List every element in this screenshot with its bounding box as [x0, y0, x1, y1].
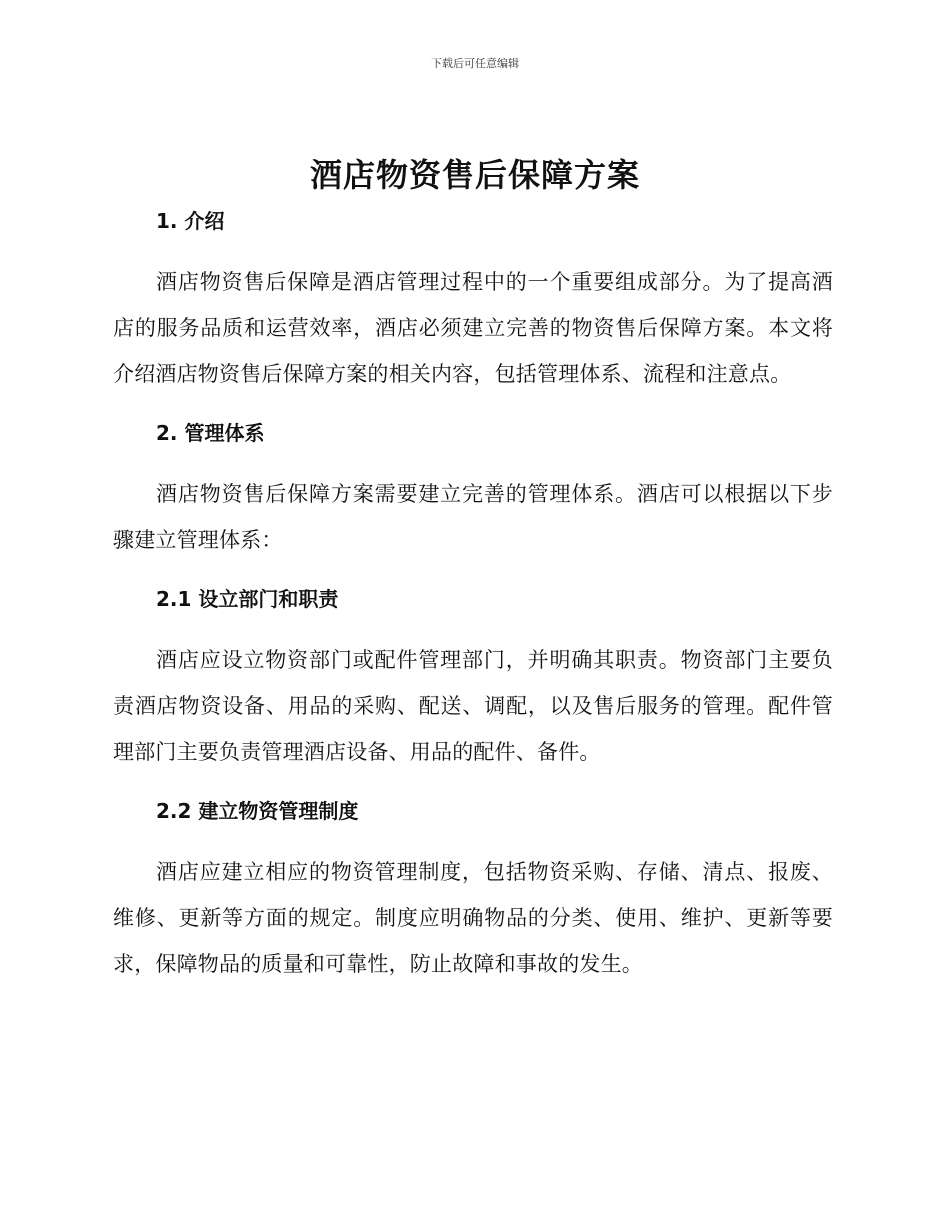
- section-heading-management-system: 2. 管理体系: [156, 421, 265, 445]
- section-paragraph-management-rules: 酒店应建立相应的物资管理制度，包括物资采购、存储、清点、报废、维修、更新等方面的规定。制度应明确物品的分类、使用、维护、更新等要求，保障物品的质量和可靠性，防止故障和事故的发生。: [113, 860, 833, 976]
- header-note: 下载后可任意编辑: [431, 57, 519, 70]
- section-paragraph-departments: 酒店应设立物资部门或配件管理部门，并明确其职责。物资部门主要负责酒店物资设备、用品的采购、配送、调配，以及售后服务的管理。配件管理部门主要负责管理酒店设备、用品的配件、备件。: [113, 648, 833, 764]
- section-paragraph-introduction: 酒店物资售后保障是酒店管理过程中的一个重要组成部分。为了提高酒店的服务品质和运营效率，酒店必须建立完善的物资售后保障方案。本文将介绍酒店物资售后保障方案的相关内容，包括管理体系、流程和注意点。: [113, 270, 833, 386]
- document-title: 酒店物资售后保障方案: [309, 156, 640, 194]
- section-heading-management-rules: 2.2 建立物资管理制度: [156, 799, 359, 823]
- section-heading-introduction: 1. 介绍: [156, 209, 225, 233]
- section-paragraph-management-system: 酒店物资售后保障方案需要建立完善的管理体系。酒店可以根据以下步骤建立管理体系：: [113, 482, 833, 552]
- section-heading-departments: 2.1 设立部门和职责: [156, 587, 339, 611]
- document-body: [113, 205, 833, 987]
